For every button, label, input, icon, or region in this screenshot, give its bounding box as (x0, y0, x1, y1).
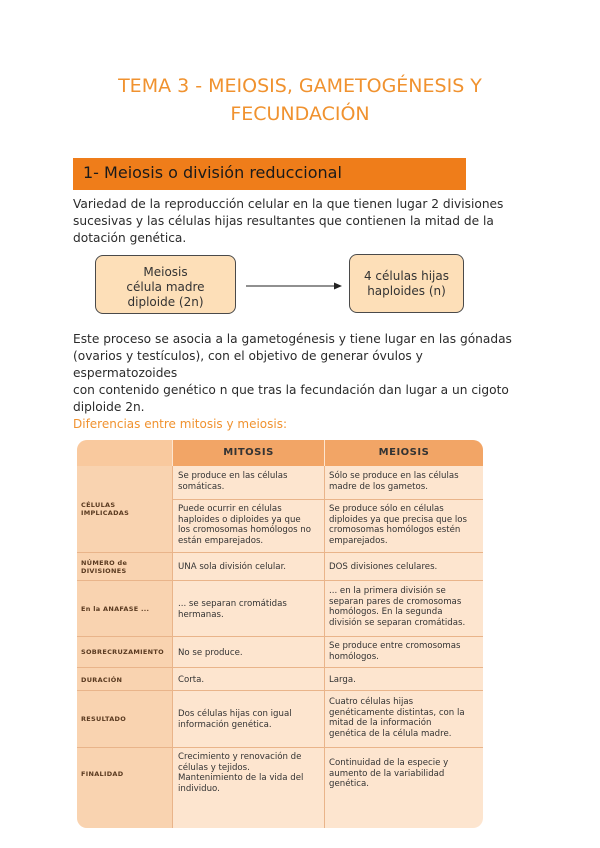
row-divider (173, 552, 483, 553)
cell-line: ... en la primera división se (329, 586, 446, 596)
cell-line: mitad de la información (329, 718, 432, 728)
daughter-cells-box (349, 254, 464, 313)
title-line-2: FECUNDACIÓN (230, 103, 370, 125)
cell-line: madre de los gametos. (329, 481, 429, 492)
cell-line: Larga. (329, 675, 356, 685)
meiosis-celulas-a (329, 471, 481, 492)
cell-line: haploides o diploides ya que (178, 514, 301, 525)
cell-line: Se produce entre cromosomas (329, 641, 461, 651)
meiosis-resultado (329, 697, 481, 739)
row-divider (77, 580, 172, 581)
row-divider (77, 747, 172, 748)
cell-line: No se produce. (178, 648, 243, 658)
cell-line: cromosomas homólogos estén (329, 525, 461, 535)
cell-line: división se separan cromátidas. (329, 617, 466, 628)
process-line: con contenido genético n que tras la fecundación dan lugar a un cigoto (73, 383, 509, 397)
cell-line: Mantenimiento de la vida del (178, 773, 304, 783)
cell-line: homólogos. (329, 651, 379, 662)
row-divider (173, 690, 483, 691)
cell-line: genéticamente distintas, con la (329, 707, 465, 718)
cell-line: individuo. (178, 783, 220, 794)
process-line: Este proceso se asocia a la gametogénesis y tiene lugar en las gónadas (73, 332, 512, 346)
row-divider (77, 636, 172, 637)
row-divider (77, 667, 172, 668)
meiosis-duracion (329, 675, 481, 686)
label-line: DIVISIONES (81, 567, 127, 575)
box-line: diploide (2n) (127, 295, 204, 309)
mitosis-numero (178, 562, 324, 573)
cell-line: DOS divisiones celulares. (329, 562, 438, 572)
intro-paragraph (73, 196, 523, 247)
intro-line: dotación genética. (73, 231, 187, 245)
cell-line: Se produce sólo en células (329, 504, 444, 514)
cell-line: los cromosomas homólogos no (178, 525, 311, 535)
meiosis-sobrecruzamiento (329, 641, 481, 662)
header-blank-cell (77, 440, 172, 466)
mitosis-celulas-b (178, 504, 324, 546)
cell-line: homólogos. En la segunda (329, 607, 443, 617)
intro-line: Variedad de la reproducción celular en la que tienen lugar 2 divisiones (73, 197, 504, 211)
box-line: Meiosis (143, 265, 188, 279)
row-label-resultado: RESULTADO (81, 715, 127, 723)
cell-line: UNA sola división celular. (178, 562, 287, 572)
title-line-1: TEMA 3 - MEIOSIS, GAMETOGÉNESIS Y (118, 75, 482, 97)
process-line: (ovarios y testículos), con el objetivo de generar óvulos y espermatozoides (73, 349, 423, 380)
cell-line: aumento de la variabilidad (329, 768, 445, 779)
arrow-icon (246, 279, 342, 293)
row-divider (173, 747, 483, 748)
mitosis-anafase (178, 599, 324, 620)
meiosis-mother-cell-box (95, 255, 236, 314)
mitosis-duracion (178, 675, 324, 686)
process-line: diploide 2n. (73, 400, 145, 414)
label-line: IMPLICADAS (81, 509, 130, 517)
section-heading: 1- Meiosis o división reduccional (83, 163, 342, 182)
cell-line: Se produce en las células (178, 471, 288, 481)
cell-line: Dos células hijas con igual (178, 709, 292, 719)
row-label-sobrecruzamiento: SOBRECRUZAMIENTO (81, 648, 164, 656)
label-line: NÚMERO de (81, 559, 128, 567)
row-divider (77, 552, 172, 553)
meiosis-anafase (329, 586, 481, 628)
row-divider (173, 499, 483, 500)
column-divider (172, 466, 173, 828)
column-divider (324, 466, 325, 828)
header-mitosis: MITOSIS (173, 440, 324, 466)
table-header-row (77, 440, 483, 466)
row-label-celulas (81, 501, 169, 517)
cell-line: hermanas. (178, 609, 224, 620)
cell-line: separan pares de cromosomas (329, 596, 462, 607)
row-divider (173, 636, 483, 637)
mitosis-finalidad (178, 752, 324, 794)
cell-line: Continuidad de la especie y (329, 758, 449, 768)
cell-line: genética de la célula madre. (329, 728, 452, 739)
box-line: célula madre (126, 280, 205, 294)
header-meiosis: MEIOSIS (325, 440, 483, 466)
row-label-numero (81, 559, 169, 575)
cell-line: Cuatro células hijas (329, 697, 414, 707)
cell-line: células y tejidos. (178, 762, 250, 773)
row-label-duracion: DURACIÓN (81, 676, 123, 684)
box-line: 4 células hijas (363, 269, 449, 283)
box-line: haploides (n) (367, 284, 446, 298)
differences-heading: Diferencias entre mitosis y meiosis: (73, 417, 288, 431)
mitosis-resultado (178, 709, 324, 730)
meiosis-finalidad (329, 758, 481, 790)
row-divider (173, 580, 483, 581)
cell-line: somáticas. (178, 481, 225, 492)
cell-line: están emparejados. (178, 535, 264, 546)
row-label-anafase: En la ANAFASE ... (81, 605, 150, 613)
comparison-table (77, 440, 483, 828)
meiosis-numero (329, 562, 481, 573)
page-title (60, 72, 540, 128)
row-divider (173, 667, 483, 668)
row-label-finalidad: FINALIDAD (81, 770, 124, 778)
cell-line: diploides ya que precisa que los (329, 514, 468, 525)
cell-line: Sólo se produce en las células (329, 471, 459, 481)
intro-line: sucesivas y las células hijas resultantes que contienen la mitad de la (73, 214, 494, 228)
cell-line: emparejados. (329, 535, 388, 546)
cell-line: ... se separan cromátidas (178, 599, 287, 609)
section-heading-bar (73, 158, 466, 190)
cell-line: información genética. (178, 719, 272, 730)
meiosis-celulas-b (329, 504, 481, 546)
cell-line: Corta. (178, 675, 205, 685)
row-divider (77, 690, 172, 691)
cell-line: genética. (329, 779, 369, 789)
process-paragraph (73, 331, 523, 416)
mitosis-sobrecruzamiento (178, 648, 324, 659)
cell-line: Crecimiento y renovación de (178, 752, 302, 762)
mitosis-celulas-a (178, 471, 324, 492)
label-line: CÉLULAS (81, 501, 116, 509)
cell-line: Puede ocurrir en células (178, 504, 282, 514)
